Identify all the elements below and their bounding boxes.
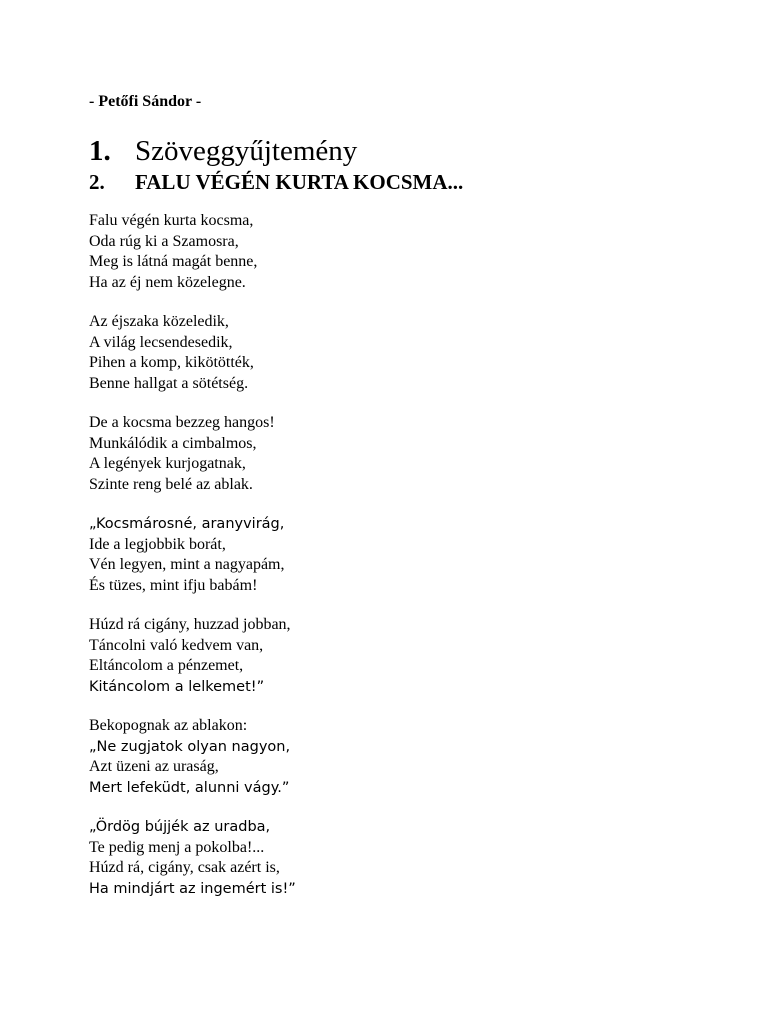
poem-line: Eltáncolom a pénzemet, — [89, 657, 244, 674]
poem-line: A világ lecsendesedik, — [89, 333, 233, 351]
heading-1 — [89, 134, 357, 168]
poem-line: Pihen a komp, kikötötték, — [89, 354, 254, 371]
poem-line: Te pedig menj a pokolba!... — [89, 838, 265, 856]
stanza — [89, 514, 296, 596]
poem-line: Kitáncolom a lelkemet!” — [89, 678, 265, 695]
poem-line: Húzd rá, cigány, csak azért is, — [89, 859, 280, 876]
poem-body — [89, 211, 296, 918]
poem-line: Falu végén kurta kocsma, — [89, 212, 254, 229]
poem-line: Mert lefeküdt, alunni vágy.” — [89, 779, 290, 796]
stanza — [89, 211, 296, 293]
poem-line: Vén legyen, mint a nagyapám, — [89, 556, 285, 573]
author-line: - Petőfi Sándor - — [89, 93, 202, 110]
heading-1-title: Szöveggyűjtemény — [135, 135, 358, 167]
poem-line: De a kocsma bezzeg hangos! — [89, 414, 275, 431]
poem-line: Oda rúg ki a Szamosra, — [89, 232, 239, 250]
stanza — [89, 615, 296, 697]
heading-2 — [89, 168, 463, 196]
poem-line: Húzd rá cigány, huzzad jobban, — [89, 616, 291, 633]
poem-line: Szinte reng belé az ablak. — [89, 475, 253, 493]
poem-line: Meg is látná magát benne, — [89, 253, 258, 270]
stanza — [89, 817, 296, 899]
poem-line: „Ördög bújjék az uradba, — [89, 819, 271, 835]
stanza — [89, 413, 296, 495]
poem-line: Ide a legjobbik borát, — [89, 535, 226, 553]
poem-line: Benne hallgat a sötétség. — [89, 374, 249, 392]
poem-line: Az éjszaka közeledik, — [89, 313, 229, 330]
poem-line: Munkálódik a cimbalmos, — [89, 434, 257, 452]
heading-1-number: 1. — [89, 135, 111, 167]
poem-line: Ha mindjárt az ingemért is!” — [89, 880, 296, 897]
stanza — [89, 716, 296, 798]
poem-line: Azt üzeni az uraság, — [89, 758, 219, 775]
poem-line: „Ne zugjatok olyan nagyon, — [89, 738, 291, 755]
poem-line: „Kocsmárosné, aranyvirág, — [89, 516, 285, 532]
poem-title: FALU VÉGÉN KURTA KOCSMA... — [135, 170, 464, 194]
poem-line: Ha az éj nem közelegne. — [89, 273, 246, 291]
stanza — [89, 312, 296, 394]
poem-line: A legények kurjogatnak, — [89, 455, 246, 472]
heading-2-number: 2. — [89, 170, 105, 194]
poem-line: Táncolni való kedvem van, — [89, 636, 264, 654]
poem-line: És tüzes, mint ifju babám! — [89, 576, 258, 594]
poem-line: Bekopognak az ablakon: — [89, 717, 248, 734]
